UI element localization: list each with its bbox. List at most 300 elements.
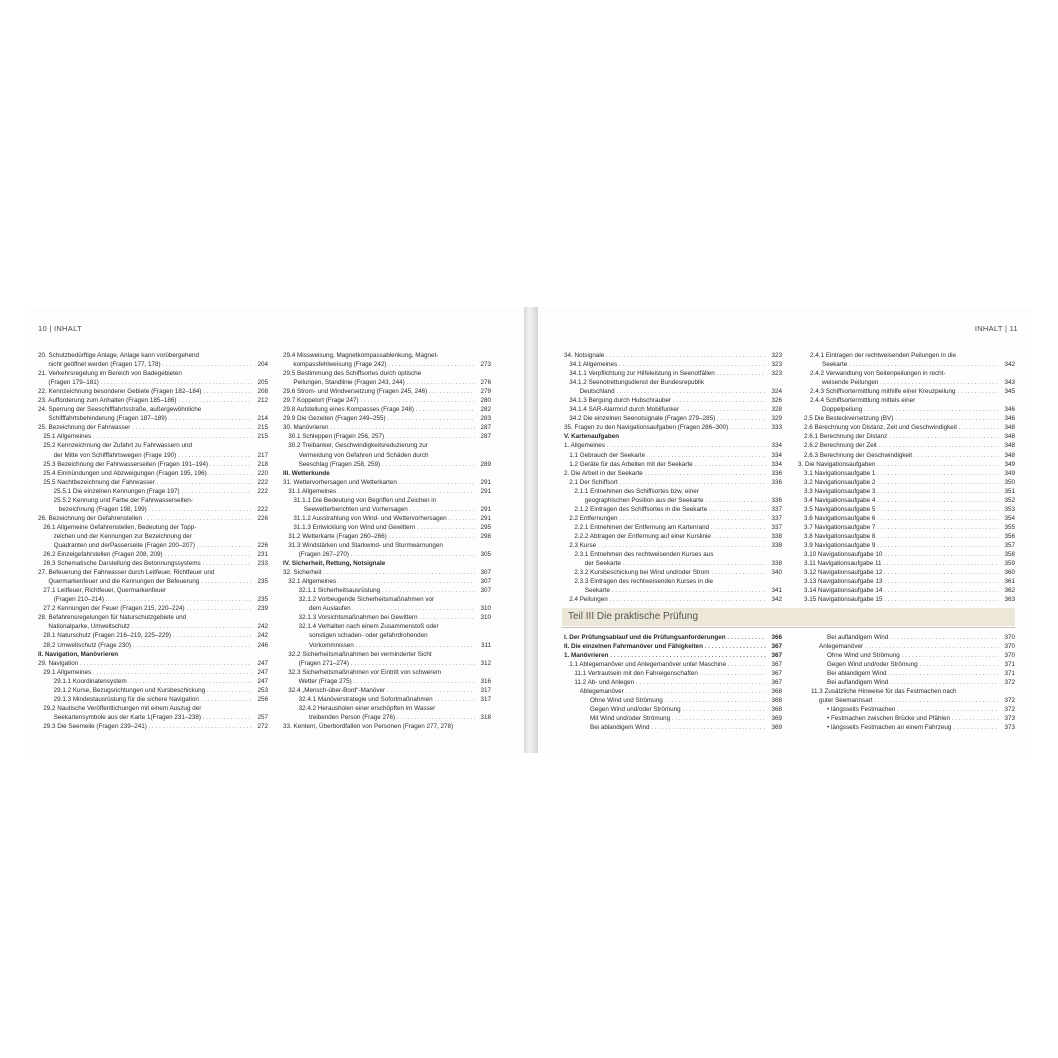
- toc-entry-title: 27.2 Kennungen der Feuer (Fragen 215, 220–224) . . .: [43, 604, 252, 613]
- toc-entry-title: Bei ablandigem Wind . . .: [827, 669, 999, 678]
- toc-entry: [38, 351, 268, 360]
- toc-entry-page: 204: [257, 361, 268, 369]
- toc-entry-page: 242: [257, 623, 268, 631]
- toc-entry: [564, 487, 782, 496]
- toc-column-2: [283, 351, 491, 731]
- toc-entry-page: 208: [257, 388, 268, 396]
- toc-entry-title: 27.1 Leitfeuer, Richtfeuer, Quermarkenfeuer: [43, 587, 167, 595]
- toc-entry: [283, 631, 491, 640]
- toc-entry: [804, 568, 1015, 577]
- toc-entry-title: 2.2.1 Entnehmen der Entfernung am Kartenrand . . .: [574, 523, 766, 532]
- toc-entry-title: 25.5.2 Kennung und Farbe der Fahrwasserseiten-: [53, 496, 193, 504]
- toc-entry: [283, 351, 491, 360]
- toc-entry: [804, 478, 1015, 487]
- toc-entry-title: Ohne Wind und Strömung . . .: [590, 696, 766, 705]
- toc-entry: [283, 568, 491, 577]
- toc-entry-title: 25.5.1 Die einzelnen Kennungen (Frage 197) . . .: [54, 487, 252, 496]
- toc-entry: [283, 505, 491, 514]
- toc-entry-title: 34.1 Allgemeines . . .: [569, 360, 766, 369]
- toc-entry-page: 349: [1004, 460, 1015, 468]
- toc-entry-page: 217: [257, 451, 268, 459]
- toc-entry: [564, 469, 782, 478]
- toc-entry: [564, 586, 782, 595]
- toc-entry: [38, 713, 268, 722]
- toc-entry-title: 25. Bezeichnung der Fahrwasser . . .: [38, 423, 252, 432]
- toc-entry-title: 32.3 Sicherheitsmaßnahmen vor Eintritt von schwerem: [288, 668, 442, 676]
- toc-entry-page: 220: [257, 469, 268, 477]
- toc-entry-page: 272: [257, 722, 268, 730]
- toc-entry: [283, 478, 491, 487]
- toc-entry-title: 29.1.2 Kurse, Bezugsrichtungen und Kursbeschickung . . .: [54, 686, 252, 695]
- toc-entry-page: 348: [1004, 442, 1015, 450]
- toc-entry: [804, 487, 1015, 496]
- toc-entry-title: Anlegemanöver . . .: [819, 642, 999, 651]
- toc-entry-title: 29.1 Allgemeines . . .: [43, 668, 252, 677]
- toc-entry-title: 3.2 Navigationsaufgabe 2 . . .: [804, 478, 999, 487]
- toc-entry-page: 291: [480, 514, 491, 522]
- toc-entry-title: 25.5 Nachtbezeichnung der Fahrwasser . . .: [43, 478, 252, 487]
- toc-entry-title: Vermeidung von Gefahren und Schäden durch: [298, 451, 429, 459]
- toc-entry: [804, 496, 1015, 505]
- toc-entry-title: 29.3 Die Seemeile (Fragen 239–241) . . .: [43, 722, 252, 731]
- toc-entry-title: Bei auflandigem Wind . . .: [827, 678, 999, 687]
- toc-entry-title: 29.6 Strom- und Windversetzung (Fragen 245, 246) . . .: [283, 387, 475, 396]
- toc-entry: [283, 604, 491, 613]
- toc-entry-page: 348: [1004, 451, 1015, 459]
- toc-entry-title: kompassfehlweisung (Frage 242) . . .: [293, 360, 475, 369]
- toc-entry: [564, 441, 782, 450]
- toc-entry-title: Vorkommnissen . . .: [309, 641, 475, 650]
- toc-entry-title: Seeschlag (Fragen 258, 259) . . .: [299, 460, 475, 469]
- toc-entry-title: 28. Befahrensregelungen für Naturschutzgebiete und: [38, 614, 187, 622]
- toc-entry-page: 328: [771, 406, 782, 414]
- toc-entry-title: Peilungen, Standlinie (Fragen 243, 244) . . .: [293, 378, 475, 387]
- toc-entry-title: Gegen Wind und/oder Strömung . . .: [827, 660, 999, 669]
- toc-entry-page: 343: [1004, 379, 1015, 387]
- toc-entry-title: 34.1.4 SAR-Alarmruf durch Mobilfunker . . .: [569, 405, 766, 414]
- toc-entry-page: 349: [1004, 469, 1015, 477]
- toc-entry-title: 3.14 Navigationsaufgabe 14 . . .: [804, 586, 999, 595]
- toc-entry: [564, 595, 782, 604]
- toc-entry: [804, 595, 1015, 604]
- toc-entry-title: 29.9 Die Gezeiten (Fragen 249–255) . . .: [283, 414, 475, 423]
- toc-entry: [38, 622, 268, 631]
- toc-entry-title: 32.4.2 Herausholen einer erschöpften im Wasser: [298, 704, 436, 712]
- toc-entry: [283, 541, 491, 550]
- toc-entry: [819, 678, 1015, 687]
- toc-entry-page: 318: [480, 713, 491, 721]
- toc-entry-title: 21. Verkehrsregelung im Bereich von Badegebieten: [38, 370, 182, 378]
- toc-entry: [38, 577, 268, 586]
- toc-entry-page: 348: [1004, 433, 1015, 441]
- toc-entry: [564, 532, 782, 541]
- toc-entry-title: 31.2 Wetterkarte (Fragen 260–266) . . .: [288, 532, 475, 541]
- toc-entry-title: 2.4.1 Eintragen der rechtweisenden Peilungen in die: [810, 352, 956, 359]
- toc-entry-title: 32.1 Allgemeines . . .: [288, 577, 475, 586]
- toc-entry: [38, 414, 268, 423]
- toc-entry-page: 369: [771, 715, 782, 723]
- toc-entry-page: 323: [771, 370, 782, 378]
- toc-entry-title: 2.6 Berechnung von Distanz, Zeit und Geschwindigkeit . . .: [804, 423, 999, 432]
- toc-entry: [564, 360, 782, 369]
- toc-entry: [283, 369, 491, 378]
- toc-entry-title: 23. Aufforderung zum Anhalten (Fragen 185–186) . . .: [38, 396, 252, 405]
- section-banner: Teil III Die praktische Prüfung: [562, 608, 1015, 626]
- toc-entry: [804, 469, 1015, 478]
- toc-entry-title: 31.3 Windstärken und Starkwind- und Sturmwarnungen: [288, 541, 443, 549]
- toc-entry-title: 27. Befeuerung der Fahrwasser durch Leitfeuer, Richtfeuer und: [38, 569, 215, 577]
- toc-entry-page: 323: [771, 361, 782, 369]
- toc-entry-page: 367: [771, 652, 782, 660]
- toc-entry-title: 34.1.1 Verpflichtung zur Hilfeleistung in Seenotfällen . . .: [569, 369, 766, 378]
- toc-entry-page: 253: [257, 686, 268, 694]
- toc-entry-page: 337: [771, 514, 782, 522]
- toc-entry: [564, 559, 782, 568]
- page-folio-right: INHALT | 11: [974, 324, 1018, 333]
- toc-entry-page: 342: [771, 596, 782, 604]
- toc-entry: [283, 704, 491, 713]
- page-folio-left: 10 | INHALT: [38, 324, 82, 333]
- toc-entry-title: 2.3 Kurse . . .: [569, 541, 766, 550]
- toc-entry-title: 3.4 Navigationsaufgabe 4 . . .: [804, 496, 999, 505]
- toc-column-3: [564, 351, 782, 604]
- toc-entry-page: 214: [257, 415, 268, 423]
- toc-entry-title: 26.2 Einzelgefahrstellen (Fragen 208, 209) . . .: [43, 550, 252, 559]
- toc-entry-title: 1.1 Ablegemanöver und Anlegemanöver unter Maschine . . .: [569, 660, 766, 669]
- toc-entry-title: II. Die einzelnen Fahrmanöver und Fähigkeiten . . .: [564, 642, 766, 651]
- toc-entry: [804, 451, 1015, 460]
- toc-entry: [819, 714, 1015, 723]
- toc-entry-title: 3.1 Navigationsaufgabe 1 . . .: [804, 469, 999, 478]
- toc-entry: [38, 423, 268, 432]
- toc-entry-title: Doppelpeilung . . .: [822, 405, 999, 414]
- toc-entry: [283, 668, 491, 677]
- toc-entry-page: 360: [1004, 569, 1015, 577]
- toc-entry: [38, 360, 268, 369]
- toc-entry-page: 215: [257, 433, 268, 441]
- toc-entry: [804, 505, 1015, 514]
- toc-entry-title: zeichen und der Kennungen zur Bezeichnung der: [53, 532, 192, 540]
- toc-entry-page: 326: [771, 397, 782, 405]
- toc-entry-title: 30. Manövrieren . . .: [283, 423, 475, 432]
- toc-entry-title: Bei ablandigem Wind . . .: [590, 723, 766, 732]
- toc-entry-title: 3.5 Navigationsaufgabe 5 . . .: [804, 505, 999, 514]
- toc-entry: [38, 595, 268, 604]
- toc-entry: [564, 451, 782, 460]
- toc-entry-page: 354: [1004, 514, 1015, 522]
- toc-entry: [804, 532, 1015, 541]
- toc-entry: [38, 613, 268, 622]
- toc-entry-title: Quermarkenfeuer und die Kennungen der Befeuerung . . .: [48, 577, 252, 586]
- toc-entry: [564, 541, 782, 550]
- toc-entry: [38, 441, 268, 450]
- toc-column-5: [564, 633, 782, 733]
- toc-entry: [283, 622, 491, 631]
- toc-entry-title: 2. Die Arbeit in der Seekarte . . .: [564, 469, 766, 478]
- toc-entry-title: 2.6.3 Berechnung der Geschwindigkeit . . .: [804, 451, 999, 460]
- toc-entry: [564, 414, 782, 423]
- toc-entry-page: 368: [771, 688, 782, 696]
- toc-entry: [283, 360, 491, 369]
- toc-entry-page: 291: [480, 487, 491, 495]
- toc-entry-title: 2.4 Peilungen . . .: [569, 595, 766, 604]
- toc-entry-page: 222: [257, 487, 268, 495]
- toc-entry-title: 31.1.3 Entwicklung von Wind und Gewittern . . .: [293, 523, 475, 532]
- toc-entry-title: 11.1 Vertrautsein mit den Fahreigenschaften . . .: [574, 669, 766, 678]
- toc-entry-title: 2.3.3 Eintragen des rechtweisenden Kurses in die: [574, 578, 714, 586]
- toc-entry: [38, 469, 268, 478]
- toc-entry-title: 30.1 Schleppen (Fragen 256, 257) . . .: [288, 432, 475, 441]
- toc-entry: [38, 650, 268, 659]
- toc-entry: [564, 696, 782, 705]
- toc-entry-page: 372: [1004, 706, 1015, 714]
- toc-entry-title: Gegen Wind und/oder Strömung . . .: [590, 705, 766, 714]
- toc-entry: [283, 577, 491, 586]
- toc-entry-title: 20. Schutzbedürftige Anlage, Anlage kann vorübergehend: [38, 352, 200, 359]
- toc-entry: [38, 550, 268, 559]
- toc-entry-title: 29.4 Missweisung, Magnetkompassablenkung, Magnet-: [283, 352, 439, 359]
- toc-entry-page: 361: [1004, 578, 1015, 586]
- toc-entry-page: 367: [771, 661, 782, 669]
- toc-entry: [564, 705, 782, 714]
- left-page: [26, 307, 524, 753]
- toc-entry-title: Ohne Wind und Strömung . . .: [827, 651, 999, 660]
- toc-entry: [38, 378, 268, 387]
- toc-entry-title: 26.1 Allgemeine Gefahrenstellen, Bedeutung der Topp-: [43, 523, 197, 531]
- toc-entry-page: 336: [771, 496, 782, 504]
- toc-entry-title: 3. Die Navigationsaufgaben . . .: [798, 460, 999, 469]
- toc-entry-page: 226: [257, 514, 268, 522]
- toc-entry-title: 35. Fragen zu den Navigationsaufgaben (Fragen 286–300) . . .: [564, 423, 766, 432]
- toc-entry: [564, 396, 782, 405]
- toc-entry-title: 3.12 Navigationsaufgabe 12 . . .: [804, 568, 999, 577]
- toc-entry-title: 31.1 Allgemeines . . .: [288, 487, 475, 496]
- toc-entry-title: 32.1.1 Sicherheitsausrüstung . . .: [299, 586, 475, 595]
- toc-entry-title: Wetter (Frage 275) . . .: [299, 677, 475, 686]
- toc-entry: [283, 650, 491, 659]
- toc-entry-title: 2.1 Der Schiffsort . . .: [569, 478, 766, 487]
- toc-entry: [564, 550, 782, 559]
- toc-entry-title: dem Auslaufen . . .: [309, 604, 475, 613]
- toc-entry-title: 29. Navigation . . .: [38, 659, 252, 668]
- toc-entry-title: 34. Notsignale . . .: [564, 351, 766, 360]
- toc-entry: [283, 659, 491, 668]
- toc-entry: [283, 414, 491, 423]
- toc-entry-page: 351: [1004, 487, 1015, 495]
- toc-entry: [283, 396, 491, 405]
- toc-entry: [804, 351, 1015, 360]
- toc-entry-page: 366: [771, 634, 782, 641]
- toc-entry-page: 334: [771, 442, 782, 450]
- toc-entry-page: 291: [480, 505, 491, 513]
- toc-entry: [283, 432, 491, 441]
- toc-entry-page: 247: [257, 659, 268, 667]
- toc-entry-page: 363: [1004, 596, 1015, 604]
- toc-entry-title: 1. Allgemeines . . .: [564, 441, 766, 450]
- toc-entry-title: 3.10 Navigationsaufgabe 10 . . .: [804, 550, 999, 559]
- toc-entry: [38, 369, 268, 378]
- toc-entry-page: 334: [771, 460, 782, 468]
- toc-entry-page: 369: [771, 724, 782, 732]
- toc-entry-title: 2.3.2 Kursbeschickung bei Wind und/oder Strom . . .: [574, 568, 766, 577]
- toc-entry-title: III. Wetterkunde: [283, 469, 330, 477]
- toc-entry: [564, 642, 782, 651]
- toc-entry-page: 247: [257, 668, 268, 676]
- toc-entry-page: 350: [1004, 478, 1015, 486]
- toc-entry: [804, 405, 1015, 414]
- toc-entry-page: 371: [1004, 670, 1015, 678]
- toc-entry: [564, 351, 782, 360]
- toc-entry: [564, 405, 782, 414]
- toc-entry: [564, 378, 782, 387]
- toc-entry: [283, 378, 491, 387]
- toc-entry-page: 247: [257, 677, 268, 685]
- toc-entry-title: • längsseits Festmachen an einem Fahrzeug . . .: [827, 723, 999, 732]
- toc-entry-page: 346: [1004, 415, 1015, 423]
- toc-entry-page: 317: [480, 686, 491, 694]
- toc-entry: [819, 723, 1015, 732]
- toc-entry-title: IV. Sicherheit, Rettung, Notsignale: [283, 560, 386, 568]
- toc-entry: [804, 559, 1015, 568]
- toc-entry-page: 355: [1004, 523, 1015, 531]
- toc-entry-title: I. Der Prüfungsablauf und die Prüfungsanforderungen . . .: [564, 633, 766, 642]
- toc-entry-page: 307: [480, 569, 491, 577]
- toc-entry: [283, 532, 491, 541]
- toc-entry-page: 289: [480, 460, 491, 468]
- toc-entry-title: nicht geöffnet werden (Fragen 177, 178) . . .: [48, 360, 252, 369]
- toc-entry: [38, 514, 268, 523]
- toc-entry-page: 256: [257, 695, 268, 703]
- toc-entry: [804, 523, 1015, 532]
- toc-entry-title: 2.1.2 Eintragen des Schiffsortes in die Seekarte . . .: [574, 505, 766, 514]
- toc-entry: [38, 478, 268, 487]
- toc-entry: [283, 686, 491, 695]
- toc-entry: [804, 423, 1015, 432]
- toc-column-4: [798, 351, 1015, 604]
- toc-entry-title: Seekartensymbole aus der Karte 1(Fragen 231–238) . . .: [54, 713, 252, 722]
- toc-entry-title: 25.4 Einmündungen und Abzweigungen (Fragen 195, 196) . . .: [43, 469, 252, 478]
- toc-entry-title: 25.3 Bezeichnung der Fahrwasserseiten (Fragen 191–194) . . .: [43, 460, 252, 469]
- toc-entry-page: 356: [1004, 532, 1015, 540]
- toc-entry-title: 29.8 Aufstellung eines Kompasses (Frage 248) . . .: [283, 405, 475, 414]
- toc-entry: [283, 487, 491, 496]
- toc-entry-title: 34.1.3 Bergung durch Hubschrauber . . .: [569, 396, 766, 405]
- toc-entry-page: 373: [1004, 724, 1015, 732]
- toc-entry-title: 2.5 Die Besteckversetzung (BV) . . .: [804, 414, 999, 423]
- toc-entry-page: 279: [480, 388, 491, 396]
- toc-entry-page: 368: [771, 706, 782, 714]
- toc-entry-page: 282: [480, 406, 491, 414]
- toc-entry-page: 291: [480, 478, 491, 486]
- toc-entry: [564, 660, 782, 669]
- toc-entry-title: 22. Kennzeichnung besonderer Gebiete (Fragen 182–184) . . .: [38, 387, 252, 396]
- toc-entry-title: Nationalparke, Umweltschutz . . .: [48, 622, 252, 631]
- toc-entry-page: 362: [1004, 587, 1015, 595]
- toc-entry: [564, 478, 782, 487]
- toc-entry: [38, 686, 268, 695]
- toc-entry-title: (Fragen 179–181) . . .: [48, 378, 252, 387]
- toc-entry: [38, 451, 268, 460]
- toc-entry-page: 226: [257, 541, 268, 549]
- toc-entry-page: 373: [1004, 715, 1015, 723]
- toc-entry-title: guter Seemannsart . . .: [819, 696, 999, 705]
- toc-entry-page: 311: [480, 641, 491, 649]
- toc-entry: [804, 369, 1015, 378]
- book-gutter: [524, 307, 538, 753]
- toc-entry: [564, 387, 782, 396]
- toc-entry-title: 34.2 Die einzelnen Seenotsignale (Fragen 279–285) . . .: [569, 414, 766, 423]
- toc-entry-title: • Festmachen zwischen Brücke und Pfählen . . .: [827, 714, 999, 723]
- toc-entry: [564, 633, 782, 642]
- toc-entry-title: der Seekarte . . .: [585, 559, 766, 568]
- toc-entry-title: 32.4.1 Manöverstrategie und Sofortmaßnahmen . . .: [299, 695, 475, 704]
- toc-entry: [38, 586, 268, 595]
- toc-entry-page: 338: [771, 532, 782, 540]
- toc-entry-title: 31.1.1 Die Bedeutung von Begriffen und Zeichen in: [293, 496, 437, 504]
- toc-entry-page: 334: [771, 451, 782, 459]
- toc-entry: [283, 586, 491, 595]
- toc-entry-page: 324: [771, 388, 782, 396]
- toc-entry: [38, 695, 268, 704]
- toc-entry: [564, 505, 782, 514]
- toc-entry-page: 205: [257, 379, 268, 387]
- toc-entry-page: 346: [1004, 406, 1015, 414]
- toc-entry-page: 359: [1004, 560, 1015, 568]
- toc-entry: [564, 714, 782, 723]
- toc-entry-page: 333: [771, 424, 782, 432]
- toc-entry: [564, 432, 782, 441]
- toc-entry-page: 336: [771, 478, 782, 486]
- toc-entry: [38, 604, 268, 613]
- toc-entry: [804, 441, 1015, 450]
- toc-entry-page: 233: [257, 560, 268, 568]
- toc-entry-page: 358: [1004, 551, 1015, 559]
- toc-entry-page: 345: [1004, 388, 1015, 396]
- toc-entry-title: 26. Bezeichnung der Gefahrenstellen . . .: [38, 514, 252, 523]
- toc-entry-page: 287: [480, 424, 491, 432]
- toc-entry: [819, 642, 1015, 651]
- toc-entry-page: 283: [480, 415, 491, 423]
- toc-entry-title: 29.1.3 Mindestausrüstung für die sichere Navigation . . .: [54, 695, 252, 704]
- toc-entry-page: 310: [480, 605, 491, 613]
- toc-entry-title: 30.2 Treibanker, Geschwindigkeitsreduzierung zur: [288, 442, 428, 450]
- toc-entry-page: 367: [771, 679, 782, 687]
- toc-entry: [564, 687, 782, 696]
- toc-entry: [283, 559, 491, 568]
- toc-entry-page: 370: [1004, 643, 1015, 651]
- toc-entry-title: weisende Peilungen . . .: [822, 378, 999, 387]
- toc-entry-title: 24. Sperrung der Seeschifffahrtsstraße, außergewöhnliche: [38, 406, 202, 414]
- toc-entry-title: 28.2 Umweltschutz (Frage 230) . . .: [43, 641, 252, 650]
- toc-entry: [804, 378, 1015, 387]
- toc-entry-title: 2.2 Entfernungen . . .: [569, 514, 766, 523]
- toc-entry-title: Seewetterberichten und Vorhersagen . . .: [304, 505, 475, 514]
- toc-entry: [798, 460, 1015, 469]
- toc-entry: [819, 633, 1015, 642]
- toc-entry-page: 280: [480, 397, 491, 405]
- toc-entry: [804, 396, 1015, 405]
- toc-entry-title: 28.1 Naturschutz (Fragen 216–219, 225–229) . . .: [43, 631, 252, 640]
- right-page: [538, 307, 1032, 753]
- toc-entry: [804, 586, 1015, 595]
- toc-entry: [38, 487, 268, 496]
- toc-entry: [819, 705, 1015, 714]
- toc-entry-title: 29.5 Bestimmung des Schiffsortes durch optische: [283, 370, 422, 378]
- toc-entry: [283, 713, 491, 722]
- toc-entry-title: 3.7 Navigationsaufgabe 7 . . .: [804, 523, 999, 532]
- toc-entry-page: 212: [257, 397, 268, 405]
- toc-entry-title: 2.4.2 Verwandlung von Seitenpeilungen in recht-: [810, 370, 946, 378]
